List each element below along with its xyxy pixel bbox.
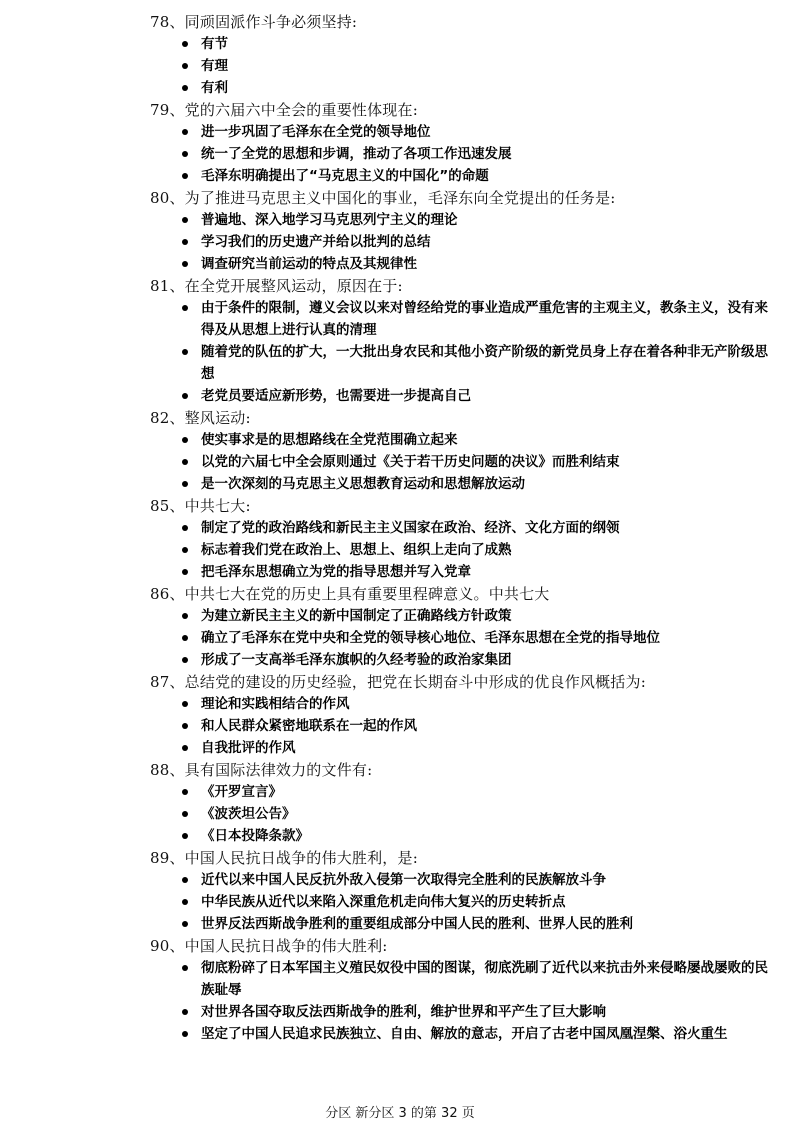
answer-text: 中华民族从近代以来陷入深重危机走向伟大复兴的历史转折点 (201, 894, 566, 910)
answer-text: 是一次深刻的马克思主义思想教育运动和思想解放运动 (201, 476, 525, 492)
answer-text: 把毛泽东思想确立为党的指导思想并写入党章 (201, 564, 471, 580)
answer-text: 毛泽东明确提出了“马克思主义的中国化”的命题 (201, 168, 489, 184)
question-list (150, 11, 770, 1045)
answer-item (182, 517, 770, 539)
question-block (150, 407, 770, 495)
answer-item (182, 693, 770, 715)
answer-item (182, 473, 770, 495)
question-block (150, 495, 770, 583)
answer-text: 调查研究当前运动的特点及其规律性 (201, 256, 417, 272)
answer-text: 由于条件的限制，遵义会议以来对曾经给党的事业造成严重危害的主观主义，教条主义，没有来得及从思想上进行认真的清理 (201, 300, 768, 338)
bullet-icon (182, 305, 188, 311)
answer-text: 彻底粉碎了日本军国主义殖民奴役中国的图谋，彻底洗刷了近代以来抗击外来侵略屡战屡败的民族耻辱 (201, 960, 768, 998)
bullet-icon (182, 63, 188, 69)
answer-item (182, 957, 770, 1001)
answer-item (182, 627, 770, 649)
question-title: 86、中共七大在党的历史上具有重要里程碑意义。中共七大 (150, 585, 550, 603)
question-title: 85、中共七大: (150, 497, 251, 515)
question-title: 81、在全党开展整风运动，原因在于: (150, 277, 403, 295)
answer-item (182, 913, 770, 935)
answer-text: 为建立新民主主义的新中国制定了正确路线方针政策 (201, 608, 512, 624)
bullet-icon (182, 547, 188, 553)
answer-text: 进一步巩固了毛泽东在全党的领导地位 (201, 124, 431, 140)
answer-list (150, 517, 770, 583)
answer-text: 有理 (201, 58, 228, 74)
answer-item (182, 737, 770, 759)
question-title: 90、中国人民抗日战争的伟大胜利: (150, 937, 388, 955)
answer-list (150, 605, 770, 671)
answer-text: 确立了毛泽东在党中央和全党的领导核心地位、毛泽东思想在全党的指导地位 (201, 630, 660, 646)
bullet-icon (182, 85, 188, 91)
answer-text: 制定了党的政治路线和新民主主义国家在政治、经济、文化方面的纲领 (201, 520, 620, 536)
answer-item (182, 539, 770, 561)
answer-text: 对世界各国夺取反法西斯战争的胜利，维护世界和平产生了巨大影响 (201, 1004, 606, 1020)
question-title: 78、同顽固派作斗争必须坚持: (150, 13, 358, 31)
bullet-icon (182, 41, 188, 47)
bullet-icon (182, 525, 188, 531)
answer-text: 学习我们的历史遗产并给以批判的总结 (201, 234, 431, 250)
question-block (150, 671, 770, 759)
answer-item (182, 649, 770, 671)
answer-list (150, 121, 770, 187)
question-title: 79、党的六届六中全会的重要性体现在: (150, 101, 418, 119)
answer-item (182, 429, 770, 451)
bullet-icon (182, 217, 188, 223)
bullet-icon (182, 921, 188, 927)
answer-item (182, 165, 770, 187)
answer-list (150, 209, 770, 275)
answer-item (182, 781, 770, 803)
answer-item (182, 341, 770, 385)
answer-item (182, 451, 770, 473)
answer-text: 坚定了中国人民追求民族独立、自由、解放的意志，开启了古老中国凤凰涅槃、浴火重生 (201, 1026, 728, 1042)
question-block (150, 759, 770, 847)
answer-text: 《波茨坦公告》 (201, 806, 296, 822)
question-block (150, 275, 770, 407)
bullet-icon (182, 261, 188, 267)
answer-item (182, 825, 770, 847)
question-block (150, 99, 770, 187)
question-title: 88、具有国际法律效力的文件有: (150, 761, 373, 779)
bullet-icon (182, 657, 188, 663)
answer-list (150, 781, 770, 847)
bullet-icon (182, 1009, 188, 1015)
answer-text: 老党员要适应新形势，也需要进一步提高自己 (201, 388, 471, 404)
answer-text: 《开罗宣言》 (201, 784, 282, 800)
answer-item (182, 891, 770, 913)
answer-list (150, 297, 770, 407)
answer-item (182, 605, 770, 627)
answer-item (182, 715, 770, 737)
question-title: 89、中国人民抗日战争的伟大胜利，是: (150, 849, 418, 867)
answer-item (182, 1023, 770, 1045)
answer-text: 标志着我们党在政治上、思想上、组织上走向了成熟 (201, 542, 512, 558)
bullet-icon (182, 129, 188, 135)
bullet-icon (182, 899, 188, 905)
answer-list (150, 693, 770, 759)
question-block (150, 847, 770, 935)
bullet-icon (182, 569, 188, 575)
answer-item (182, 561, 770, 583)
answer-list (150, 869, 770, 935)
bullet-icon (182, 173, 188, 179)
question-title: 80、为了推进马克思主义中国化的事业，毛泽东向全党提出的任务是: (150, 189, 616, 207)
answer-text: 普遍地、深入地学习马克思列宁主义的理论 (201, 212, 458, 228)
answer-item (182, 143, 770, 165)
bullet-icon (182, 459, 188, 465)
answer-text: 随着党的队伍的扩大，一大批出身农民和其他小资产阶级的新党员身上存在着各种非无产阶级思想 (201, 344, 768, 382)
bullet-icon (182, 393, 188, 399)
bullet-icon (182, 239, 188, 245)
question-block (150, 583, 770, 671)
bullet-icon (182, 833, 188, 839)
answer-text: 使实事求是的思想路线在全党范围确立起来 (201, 432, 458, 448)
answer-text: 《日本投降条款》 (201, 828, 309, 844)
answer-item (182, 209, 770, 231)
answer-item (182, 33, 770, 55)
question-title: 87、总结党的建设的历史经验，把党在长期奋斗中形成的优良作风概括为: (150, 673, 646, 691)
answer-item (182, 231, 770, 253)
answer-text: 形成了一支高举毛泽东旗帜的久经考验的政治家集团 (201, 652, 512, 668)
answer-list (150, 429, 770, 495)
bullet-icon (182, 613, 188, 619)
question-title: 82、整风运动: (150, 409, 251, 427)
answer-item (182, 803, 770, 825)
bullet-icon (182, 701, 188, 707)
bullet-icon (182, 481, 188, 487)
bullet-icon (182, 965, 188, 971)
answer-text: 自我批评的作风 (201, 740, 296, 756)
answer-item (182, 1001, 770, 1023)
bullet-icon (182, 635, 188, 641)
answer-text: 近代以来中国人民反抗外敌入侵第一次取得完全胜利的民族解放斗争 (201, 872, 606, 888)
answer-item (182, 253, 770, 275)
page-footer: 分区 新分区 3 的第 32 页 (325, 1106, 475, 1121)
question-block (150, 187, 770, 275)
answer-text: 有节 (201, 36, 228, 52)
answer-text: 统一了全党的思想和步调，推动了各项工作迅速发展 (201, 146, 512, 162)
bullet-icon (182, 877, 188, 883)
question-block (150, 11, 770, 99)
answer-item (182, 297, 770, 341)
bullet-icon (182, 151, 188, 157)
answer-item (182, 869, 770, 891)
answer-item (182, 55, 770, 77)
bullet-icon (182, 745, 188, 751)
answer-text: 有利 (201, 80, 228, 96)
answer-item (182, 121, 770, 143)
answer-list (150, 33, 770, 99)
answer-list (150, 957, 770, 1045)
bullet-icon (182, 349, 188, 355)
bullet-icon (182, 789, 188, 795)
bullet-icon (182, 1031, 188, 1037)
question-block (150, 935, 770, 1045)
bullet-icon (182, 437, 188, 443)
answer-text: 和人民群众紧密地联系在一起的作风 (201, 718, 417, 734)
answer-item (182, 77, 770, 99)
bullet-icon (182, 811, 188, 817)
answer-text: 以党的六届七中全会原则通过《关于若干历史问题的决议》而胜利结束 (201, 454, 620, 470)
bullet-icon (182, 723, 188, 729)
answer-text: 世界反法西斯战争胜利的重要组成部分中国人民的胜利、世界人民的胜利 (201, 916, 633, 932)
answer-text: 理论和实践相结合的作风 (201, 696, 350, 712)
answer-item (182, 385, 770, 407)
